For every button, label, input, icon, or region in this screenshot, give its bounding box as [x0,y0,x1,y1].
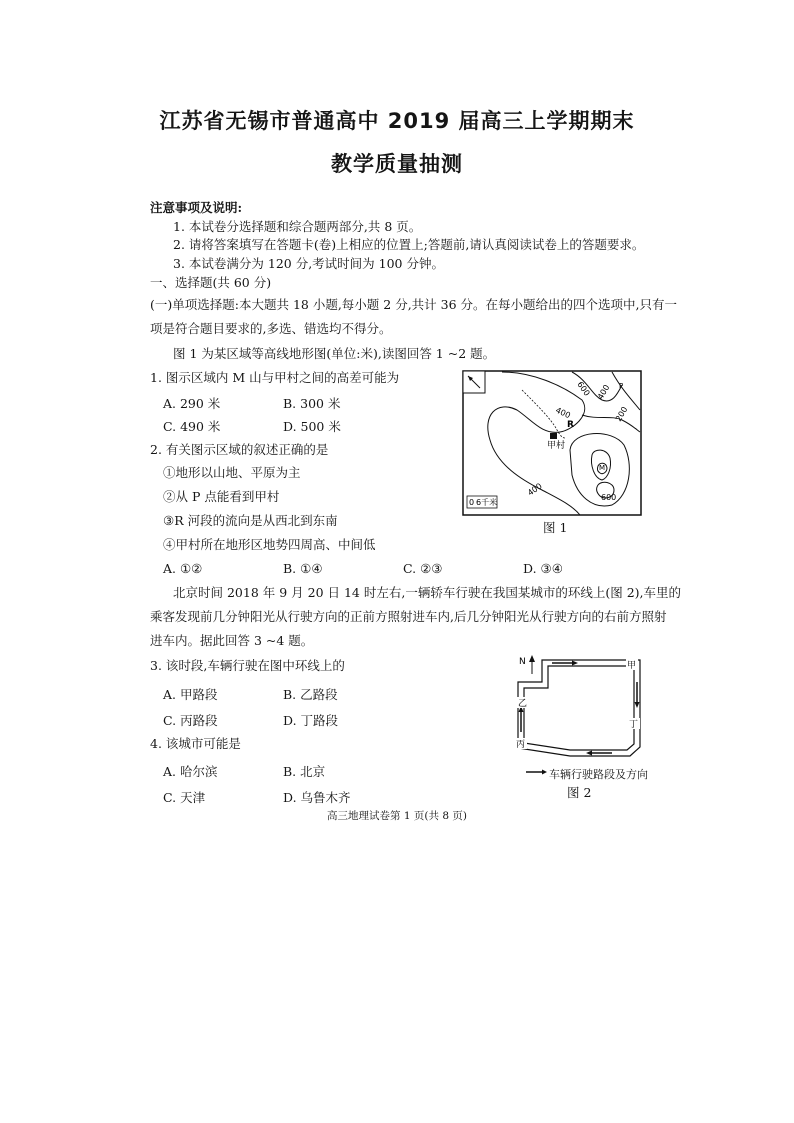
peak-label: P [619,382,624,390]
page-footer: 高三地理试卷第 1 页(共 8 页) [327,810,467,822]
note-item: 3. 本试卷满分为 120 分,考试时间为 100 分钟。 [173,256,444,271]
q4-option-d[interactable]: D. 乌鲁木齐 [283,790,351,805]
segment-label: 甲 [627,661,637,671]
section-instructions-cont: 项是符合题目要求的,多选、错选均不得分。 [150,321,392,336]
segment-label: 丙 [516,740,526,750]
figure2-legend: 车辆行驶路段及方向 [549,768,648,781]
north-label: N [519,657,526,667]
q4-option-b[interactable]: B. 北京 [283,764,326,779]
scale-zero: 0 [469,498,475,507]
question-1-stem: 1. 图示区域内 M 山与甲村之间的高差可能为 [150,370,400,385]
q2-option-c[interactable]: C. ②③ [403,561,443,576]
q3-option-d[interactable]: D. 丁路段 [283,713,339,728]
contour-label: 400 [595,383,612,401]
segment-label: 丁 [629,720,639,730]
river-label: R [567,420,574,430]
q2-statement: ①地形以山地、平原为主 [163,465,301,480]
q3-option-a[interactable]: A. 甲路段 [163,687,218,702]
figure2-ring-road [512,652,662,777]
note-item: 2. 请将答案填写在答题卡(卷)上相应的位置上;答题前,请认真阅读试卷上的答题要求。 [173,237,645,252]
figure1-intro: 图 1 为某区域等高线地形图(单位:米),读图回答 1 ~2 题。 [173,346,496,361]
question-4-stem: 4. 该城市可能是 [150,736,241,751]
scale-distance: 6千米 [476,498,498,507]
contour-label: 400 [525,481,544,498]
note-item: 1. 本试卷分选择题和综合题两部分,共 8 页。 [173,219,422,234]
mountain-label: M [599,464,606,472]
figure1-contour-map [462,370,642,516]
q3-option-b[interactable]: B. 乙路段 [283,687,338,702]
passage-line: 北京时间 2018 年 9 月 20 日 14 时左右,一辆轿车行驶在我国某城市的环线上(图 2),车里的 [173,585,681,600]
q1-option-a[interactable]: A. 290 米 [163,396,221,411]
contour-label: 600 [601,493,617,502]
passage-line: 乘客发现前几分钟阳光从行驶方向的正前方照射进车内,后几分钟阳光从行驶方向的右前方照射 [150,609,667,624]
contour-label: 600 [575,379,592,398]
question-3-stem: 3. 该时段,车辆行驶在图中环线上的 [150,658,345,673]
question-2-stem: 2. 有关图示区域的叙述正确的是 [150,442,329,457]
segment-label: 乙 [518,699,528,709]
page-subtitle: 教学质量抽测 [331,152,463,176]
q2-option-b[interactable]: B. ①④ [283,561,323,576]
q4-option-a[interactable]: A. 哈尔滨 [163,764,218,779]
q2-statement: ③R 河段的流向是从西北到东南 [163,513,338,528]
contour-label: 400 [554,405,572,421]
q1-option-d[interactable]: D. 500 米 [283,419,341,434]
section-instructions: (一)单项选择题:本大题共 18 小题,每小题 2 分,共计 36 分。在每小题给出的四个选项中,只有一 [150,297,677,312]
section-heading: 一、选择题(共 60 分) [150,275,272,290]
q2-statement: ②从 P 点能看到甲村 [163,489,280,504]
notes-heading: 注意事项及说明: [150,200,243,215]
figure1-caption: 图 1 [543,520,568,535]
contour-label: 200 [613,405,630,423]
passage-line: 进车内。据此回答 3 ~4 题。 [150,633,314,648]
page-title: 江苏省无锡市普通高中 2019 届高三上学期期末 [159,109,635,133]
ring-road-inner [524,666,634,750]
figure2-caption: 图 2 [567,785,592,800]
q2-option-a[interactable]: A. ①② [163,561,203,576]
q4-option-c[interactable]: C. 天津 [163,790,206,805]
q2-statement: ④甲村所在地形区地势四周高、中间低 [163,537,376,552]
q1-option-b[interactable]: B. 300 米 [283,396,341,411]
village-icon [550,433,557,439]
village-label: 甲村 [547,441,566,451]
ring-road-outer [518,660,640,756]
q3-option-c[interactable]: C. 丙路段 [163,713,218,728]
q2-option-d[interactable]: D. ③④ [523,561,563,576]
q1-option-c[interactable]: C. 490 米 [163,419,221,434]
